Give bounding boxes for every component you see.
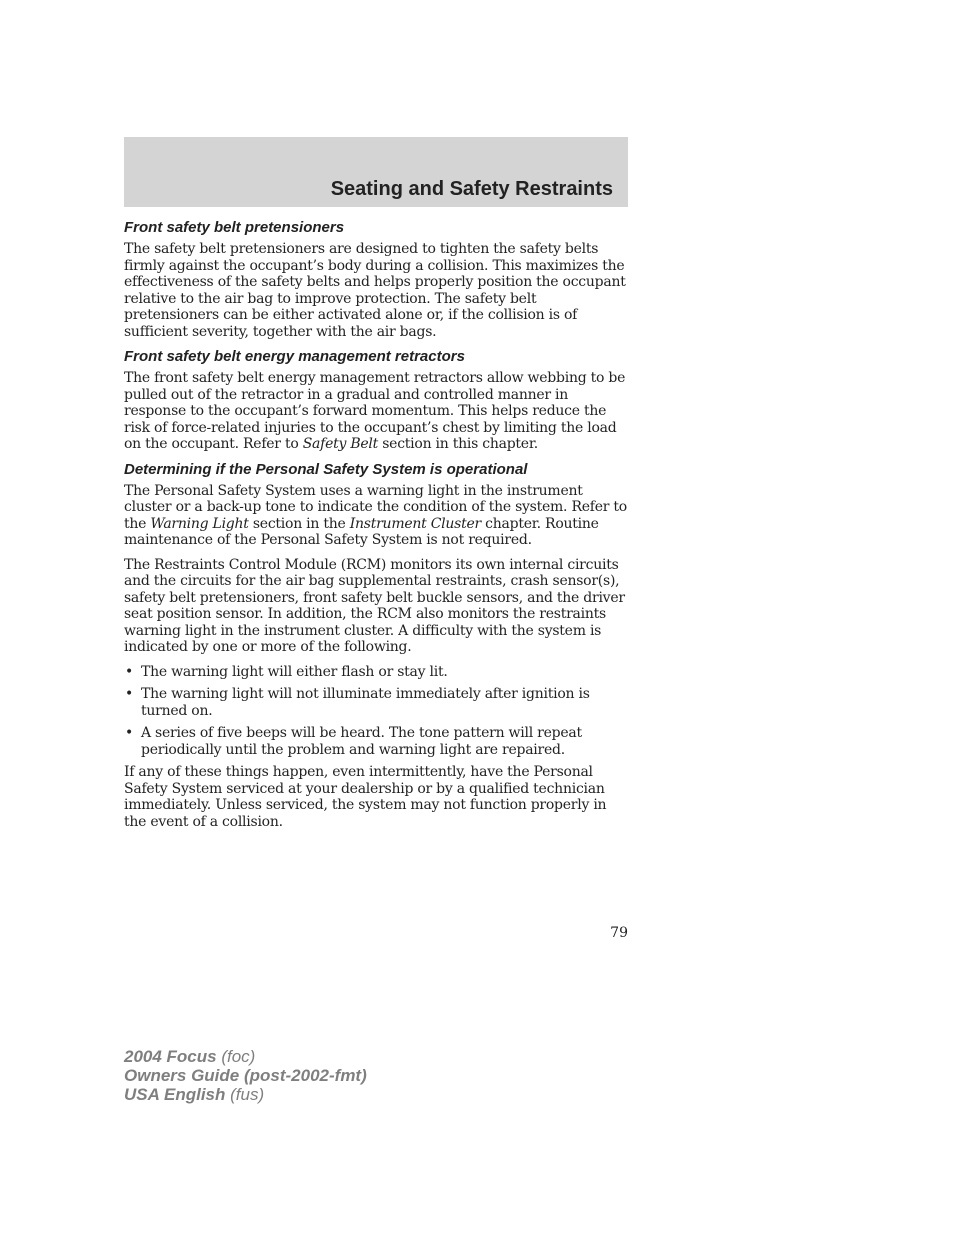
section-header-band [124,137,628,207]
bullet-icon: • [125,725,134,741]
heading-energy-retractors: Front safety belt energy management retractors [124,348,465,365]
list-item-text: The warning light will either flash or stay lit. [141,663,448,680]
footer-model-code: (foc) [221,1047,256,1066]
section-title: Seating and Safety Restraints [330,178,613,200]
text-segment: section in the [248,515,350,532]
document-footer [124,1047,367,1104]
paragraph-service: If any of these things happen, even intermittently, have the Personal Safety System serviced at your dealership or by a qualified technician immediately. Unless serviced, the system may not function properly in the event of a collision. [124,764,607,830]
reference-instrument-cluster: Instrument Cluster [349,515,481,532]
footer-line-language [124,1085,367,1104]
text-segment: The front safety belt energy management retractors allow webbing to be pulled out of the retractor in a gradual and controlled manner in response to the occupant’s forward momentum. This helps reduce the risk of force-related injuries to the occupant’s chest by limiting the load on the occupant. Refer to [124,370,626,452]
paragraph-rcm: The Restraints Control Module (RCM) monitors its own internal circuits and the circuits for the air bag supplemental restraints, crash sensor(s), safety belt pretensioners, front safety belt buckle sensors, and the driver seat position sensor. In addition, the RCM also monitors the restraints warning light in the instrument cluster. A difficulty with the system is indicated by one or more of the following. [124,556,625,655]
bullet-icon: • [125,663,134,680]
paragraph-energy-retractors [124,370,628,453]
footer-model: 2004 Focus [124,1047,217,1066]
footer-line-model [124,1047,367,1066]
text-segment: The Personal Safety System uses a warning light in the instrument cluster or a back-up tone to indicate the condition of the system. Refer to the [124,482,627,532]
list-item-text: A series of five beeps will be heard. The tone pattern will repeat periodically until the problem and warning light are repaired. [141,725,582,758]
reference-warning-light: Warning Light [150,515,249,532]
list-item-text: The warning light will not illuminate immediately after ignition is turned on. [141,686,590,719]
paragraph-pretensioners: The safety belt pretensioners are designed to tighten the safety belts firmly against the occupant’s body during a collision. This maximizes the effectiveness of the safety belts and helps properly position the occupant relative to the air bag to improve protection. The safety belt pretensioners can be either activated alone or, if the collision is of sufficient severity, together with the air bags. [124,241,626,340]
bullet-icon: • [125,686,134,702]
reference-safety-belt: Safety Belt [302,436,379,452]
heading-operational-check: Determining if the Personal Safety System is operational [124,460,528,478]
footer-language-code: (fus) [230,1085,265,1104]
heading-pretensioners: Front safety belt pretensioners [124,219,345,236]
page-content [124,219,628,830]
footer-language: USA English [124,1085,226,1104]
list-item [124,664,628,681]
page-number: 79 [610,925,628,941]
list-item [124,725,628,758]
footer-guide: Owners Guide (post-2002-fmt) [124,1066,367,1085]
text-segment: chapter. Routine maintenance of the Personal Safety System is not required. [124,515,599,548]
symptom-list [124,664,628,759]
text-segment: section in this chapter. [378,436,538,452]
list-item [124,686,628,719]
footer-line-guide [124,1066,367,1085]
paragraph-warning-light [124,483,628,549]
